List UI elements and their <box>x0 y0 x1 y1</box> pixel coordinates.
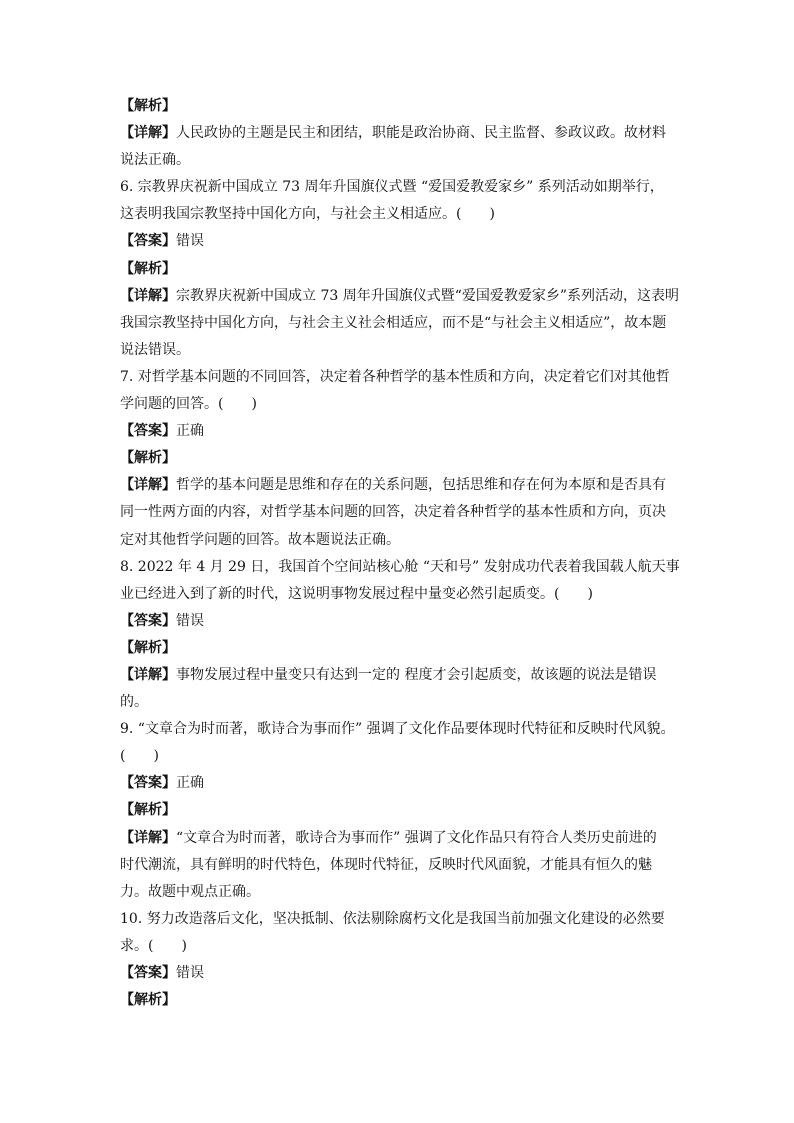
answer-line <box>120 418 680 445</box>
detail-text: 事物发展过程中量变只有达到一定的 程度才会引起质变，故该题的说法是错误 <box>176 666 657 683</box>
analysis-label <box>120 93 680 120</box>
detail-text: 宗教界庆祝新中国成立 73 周年升国旗仪式暨“爱国爱教爱家乡”系列活动，这表明 <box>176 287 680 304</box>
detail-text: 人民政协的主题是民主和团结，职能是政治协商、民主监督、参政议政。故材料 <box>176 125 666 142</box>
answer-value: 正确 <box>176 775 204 792</box>
text-line: 求。( ) <box>120 937 187 954</box>
text-line: 业已经进入到了新的时代，这说明事物发展过程中量变必然引起质变。( ) <box>120 585 593 602</box>
detail-text: “文章合为时而著，歌诗合为事而作” 强调了文化作品只有符合人类历史前进的 <box>176 829 657 846</box>
answer-line <box>120 960 680 987</box>
text-line: 的。 <box>120 694 148 711</box>
text-line: 说法错误。 <box>120 341 190 358</box>
answer-line <box>120 608 680 635</box>
document-body <box>120 93 680 1014</box>
section-tag: 【答案】 <box>120 612 176 629</box>
analysis-label <box>120 445 680 472</box>
text-line: ( ) <box>120 748 159 765</box>
section-tag: 【答案】 <box>120 423 176 440</box>
section-tag: 【答案】 <box>120 233 176 250</box>
answer-value: 错误 <box>176 233 204 250</box>
text-line: 说法正确。 <box>120 152 190 169</box>
answer-line <box>120 770 680 797</box>
analysis-label <box>120 797 680 824</box>
text-line: 10. 努力改造落后文化，坚决抵制、依法剔除腐朽文化是我国当前加强文化建设的必然要 <box>120 910 665 927</box>
section-tag: 【详解】 <box>120 666 176 683</box>
text-line: 我国宗教坚持中国化方向，与社会主义社会相适应，而不是“与社会主义相适应”，故本题 <box>120 314 667 331</box>
text-line: 学问题的回答。( ) <box>120 396 257 413</box>
analysis-label <box>120 987 680 1014</box>
text-line: 这表明我国宗教坚持中国化方向，与社会主义相适应。( ) <box>120 206 495 223</box>
section-tag: 【答案】 <box>120 775 176 792</box>
section-tag: 【解析】 <box>120 260 176 277</box>
detail-line <box>120 662 680 689</box>
section-tag: 【解析】 <box>120 639 176 656</box>
text-line: 定对其他哲学问题的回答。故本题说法正确。 <box>120 531 400 548</box>
answer-value: 错误 <box>176 965 204 981</box>
text-line: 同一性两方面的内容，对哲学基本问题的回答，决定着各种哲学的基本性质和方向，页决 <box>120 504 666 521</box>
section-tag: 【解析】 <box>120 992 176 1009</box>
section-tag: 【解析】 <box>120 802 176 819</box>
text-line: 6. 宗教界庆祝新中国成立 73 周年升国旗仪式暨 “爱国爱教爱家乡” 系列活动如期举行， <box>120 179 664 196</box>
section-tag: 【详解】 <box>120 477 176 494</box>
detail-line <box>120 120 680 147</box>
answer-value: 错误 <box>176 612 204 629</box>
section-tag: 【详解】 <box>120 829 176 846</box>
section-tag: 【解析】 <box>120 450 176 467</box>
answer-line <box>120 228 680 255</box>
text-line: 7. 对哲学基本问题的不同回答，决定着各种哲学的基本性质和方向，决定着它们对其他哲 <box>120 368 670 385</box>
text-line: 时代潮流，具有鲜明的时代特色，体现时代特征，反映时代风面貌，才能具有恒久的魅 <box>120 856 652 873</box>
section-tag: 【解析】 <box>120 98 176 114</box>
detail-line <box>120 825 680 852</box>
text-line: 力。故题中观点正确。 <box>120 883 260 900</box>
text-line: 9. “文章合为时而著，歌诗合为事而作” 强调了文化作品要体现时代特征和反映时代风貌。 <box>120 721 675 738</box>
detail-line <box>120 472 680 499</box>
section-tag: 【答案】 <box>120 965 176 981</box>
section-tag: 【详解】 <box>120 125 176 142</box>
section-tag: 【详解】 <box>120 287 176 304</box>
detail-text: 哲学的基本问题是思维和存在的关系问题，包括思维和存在何为本原和是否具有 <box>176 477 666 494</box>
analysis-label <box>120 635 680 662</box>
text-line: 8. 2022 年 4 月 29 日，我国首个空间站核心舱 “天和号” 发射成功代表着我国载人航天事 <box>120 558 680 575</box>
answer-value: 正确 <box>176 423 204 440</box>
detail-line <box>120 283 680 310</box>
analysis-label <box>120 256 680 283</box>
